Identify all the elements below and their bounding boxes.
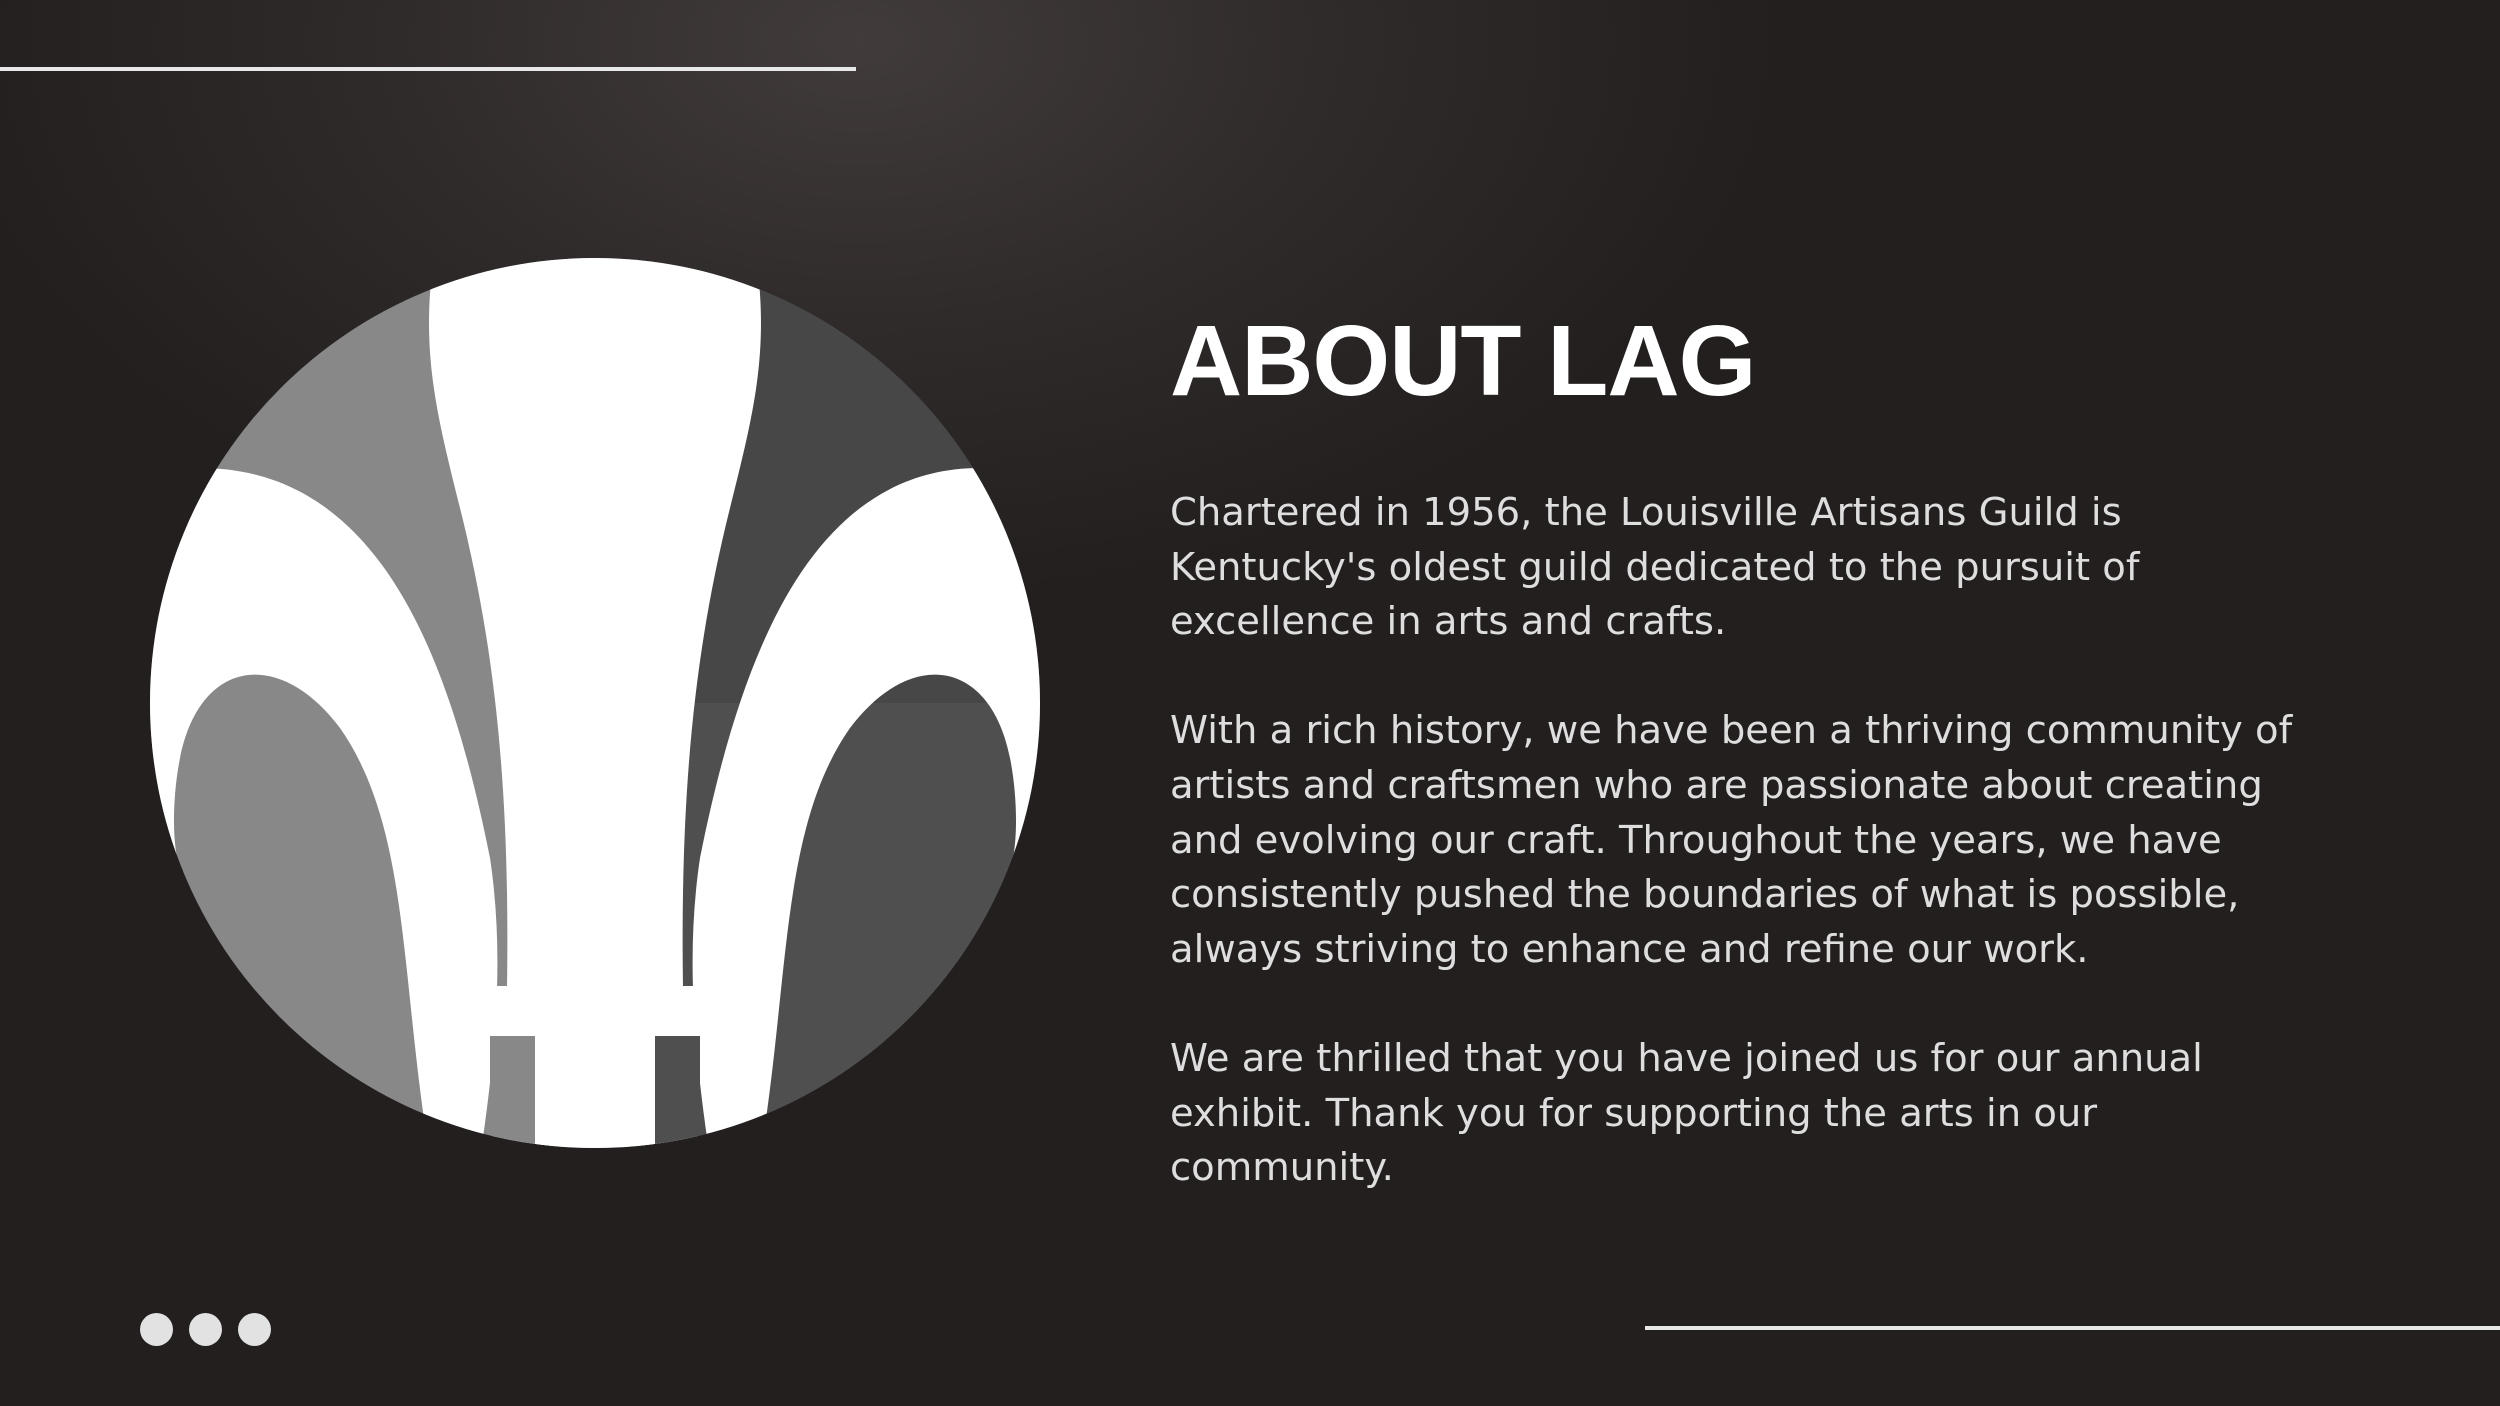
paragraph-thanks: We are thrilled that you have joined us for our annual exhibit. Thank you for supporting the arts in our community.: [1170, 1035, 2203, 1191]
fleur-de-lis-icon: [150, 258, 1040, 1148]
paragraph-history-intro: Chartered in 1956, the Louisville Artisans Guild is Kentucky's oldest guild dedicated to the pursuit of excellence in arts and crafts.: [1170, 490, 2140, 645]
dot: [140, 1313, 173, 1346]
pagination-dots: [140, 1313, 271, 1346]
top-divider-line: [0, 67, 856, 71]
paragraph-community: With a rich history, we have been a thriving community of artists and craftsmen who are passionate about creating and evolving our craft. Throughout the years, we have consistently pushed the boundaries of what is possible, always striving to enhance and refine our work.: [1170, 708, 2293, 972]
slide-title: ABOUT LAG: [1170, 305, 1756, 417]
slide-body: [1170, 486, 2430, 1250]
dot: [189, 1313, 222, 1346]
bottom-divider-line: [1645, 1326, 2500, 1330]
dot: [238, 1313, 271, 1346]
